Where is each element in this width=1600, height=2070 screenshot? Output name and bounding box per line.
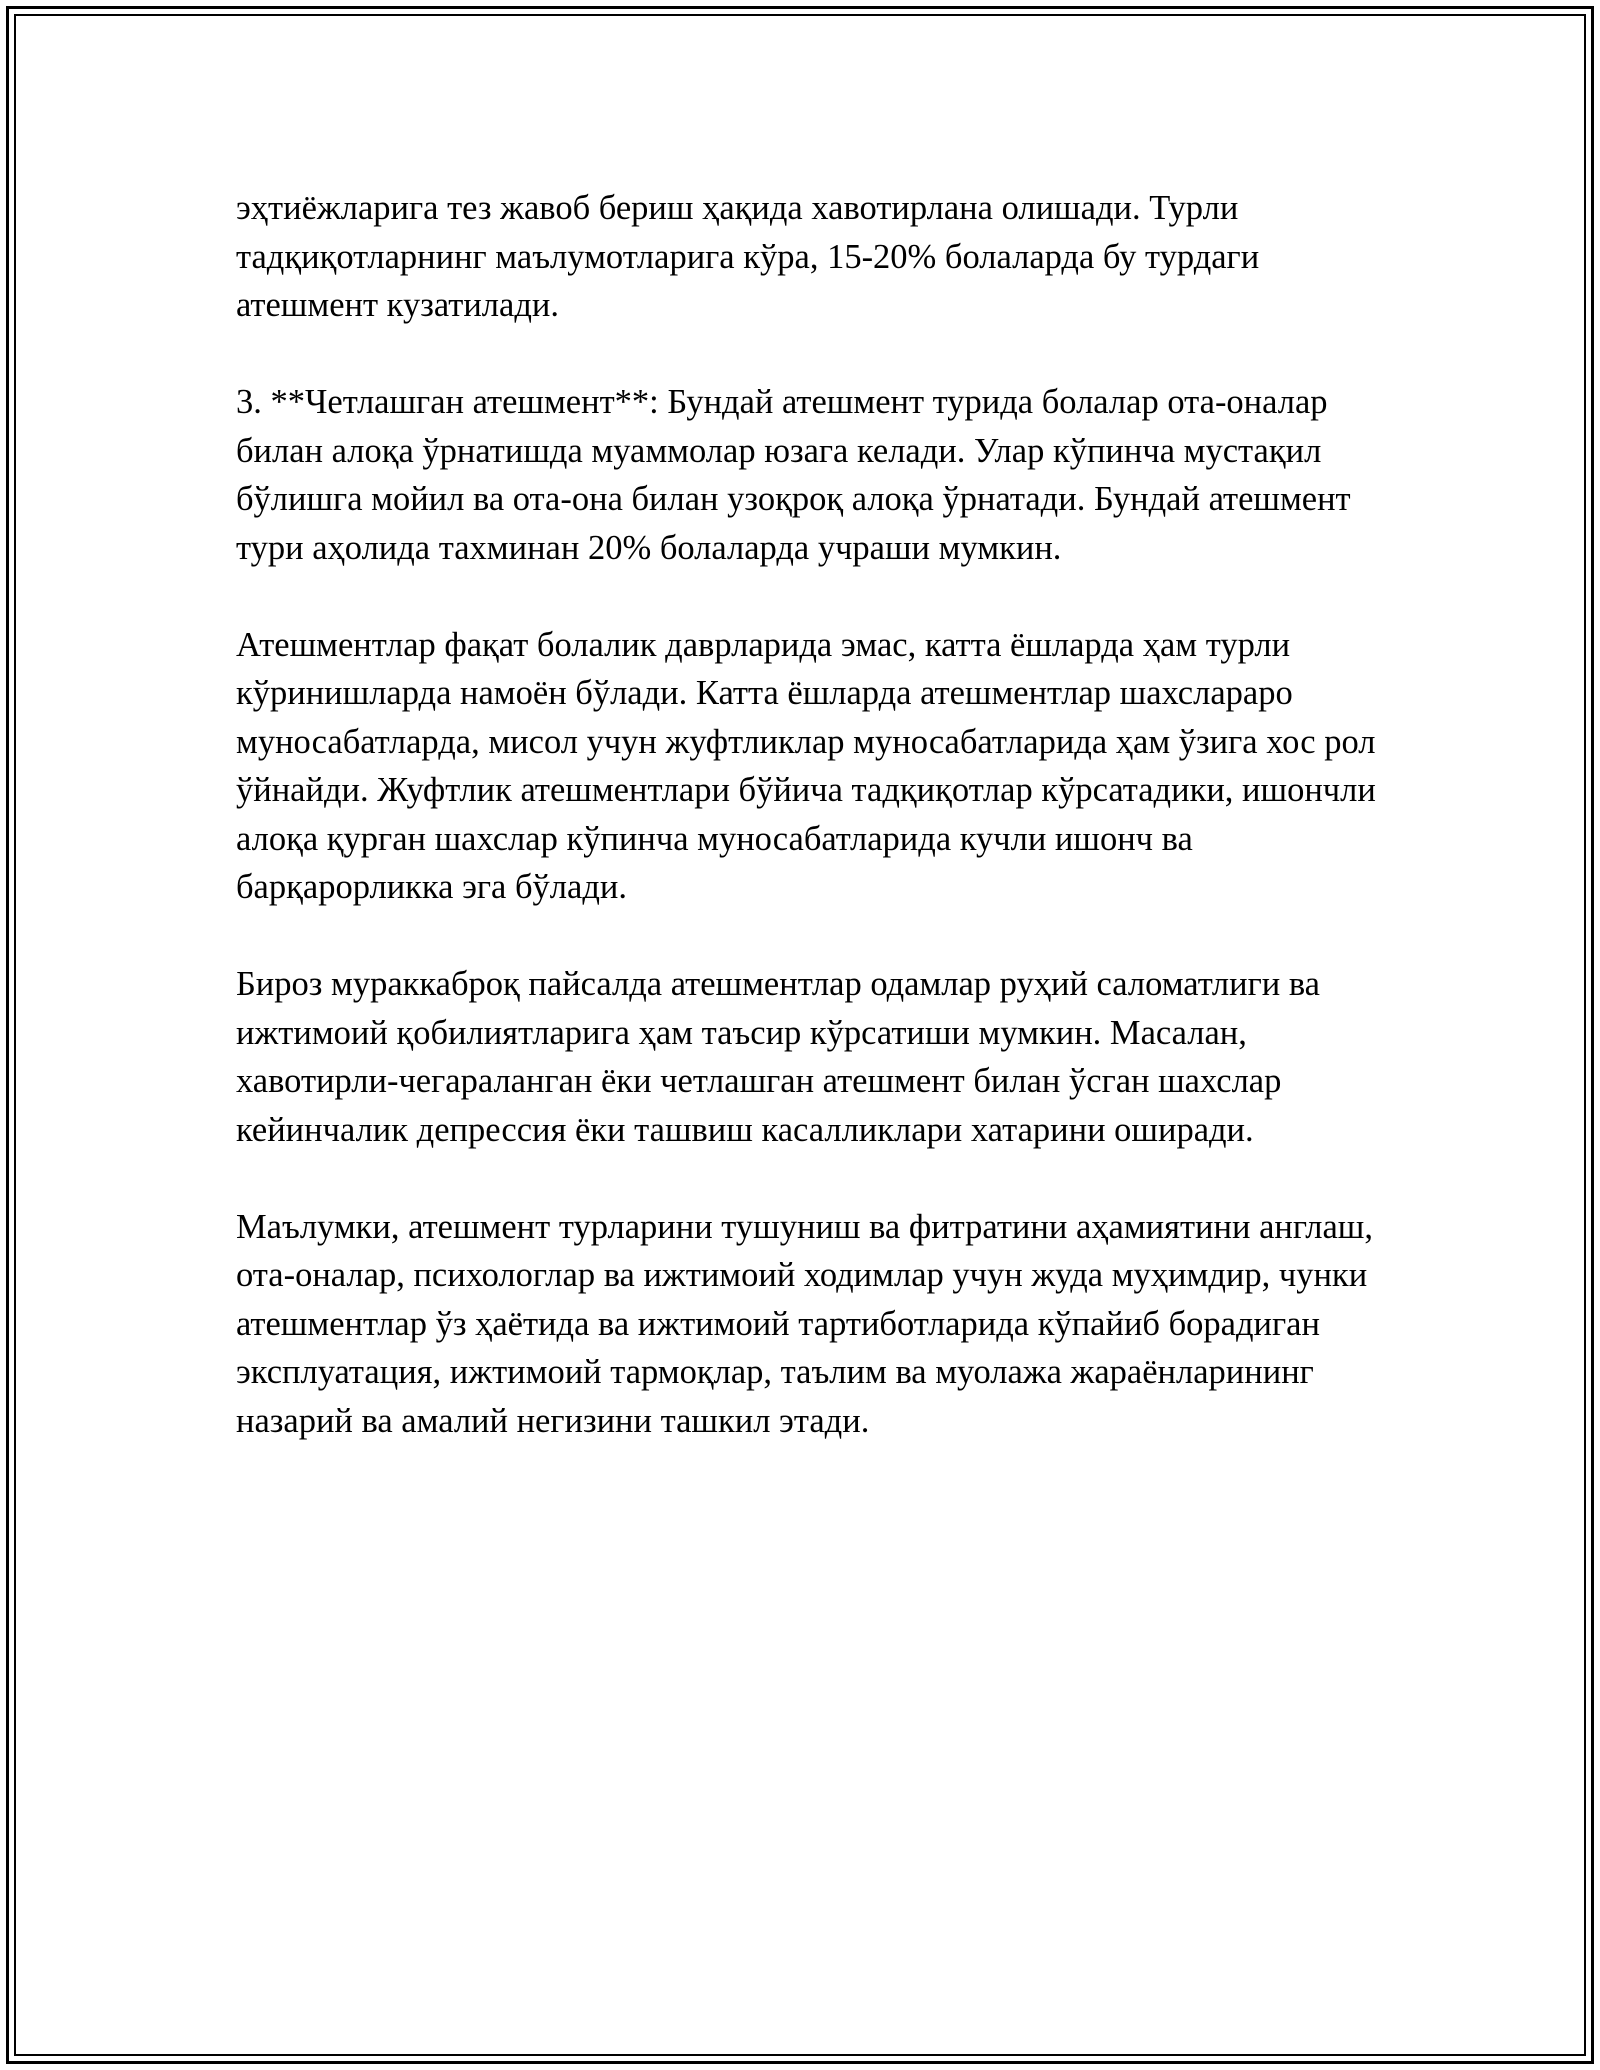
paragraph-conclusion: Маълумки, атешмент турларини тушуниш ва фитратини аҳамиятини англаш, ота-оналар, психологлар ва ижтимоий ходимлар учун жуда муҳимдир, чунки атешментлар ўз ҳаётида ва ижтимоий тартиботларида кўпайиб борадиган эксплуатация, ижтимоий тармоқлар, таълим ва муолажа жараёнларининг назарий ва амалий негизини ташкил этади. <box>236 1207 1373 1440</box>
paragraph-avoidant-attachment: 3. **Четлашган атешмент**: Бундай атешмент турида болалар ота-оналар билан алоқа ўрнатишда муаммолар юзага келади. Улар кўпинча мустақил бўлишга мойил ва ота-она билан узоқроқ алоқа ўрнатади. Бундай атешмент тури аҳолида тахминан 20% болаларда учраши мумкин. <box>236 383 1351 567</box>
paragraph-attachment-anxious-end: эҳтиёжларига тез жавоб бериш ҳақида хавотирлана олишади. Турли тадқиқотларнинг маълумотларига кўра, 15-20% болаларда бу турдаги атешмент кузатилади. <box>236 189 1260 324</box>
paragraph-adult-attachment: Атешментлар фақат болалик даврларида эмас, катта ёшларда ҳам турли кўринишларда намоён бўлади. Катта ёшларда атешментлар шахслараро муносабатларда, мисол учун жуфтликлар муносабатларида ҳам ўзига хос рол ўйнайди. Жуфтлик атешментлари бўйича тадқиқотлар кўрсатадики, ишончли алоқа қурган шахслар кўпинча муносабатларида кучли ишонч ва барқарорликка эга бўлади. <box>236 625 1376 906</box>
paragraph-mental-health: Бироз мураккаброқ пайсалда атешментлар одамлар руҳий саломатлиги ва ижтимоий қобилиятларига ҳам таъсир кўрсатиши мумкин. Масалан, хавотирли-чегараланган ёки четлашган атешмент билан ўсган шахслар кейинчалик депрессия ёки ташвиш касалликлари хатарини оширади. <box>236 965 1320 1149</box>
document-body <box>236 184 1376 1494</box>
